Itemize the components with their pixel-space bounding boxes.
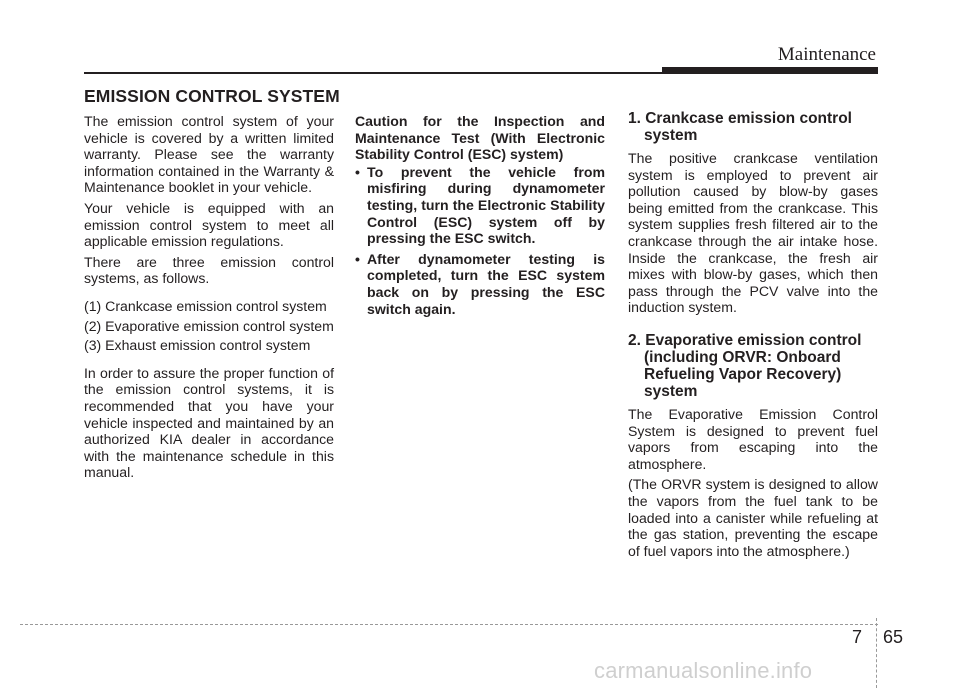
evaporative-heading: 2. Evaporative emission control (including ORVR: Onboard Refueling Vapor Recovery) system bbox=[628, 331, 862, 400]
caution-heading: Caution for the Inspection and Maintenance Test (With Electronic Stability Control (ESC) system) bbox=[355, 113, 605, 163]
footer-rule bbox=[20, 624, 878, 625]
equipment-paragraph: Your vehicle is equipped with an emission control system to meet all applicable emission regulations. bbox=[84, 199, 334, 250]
maintenance-paragraph: In order to assure the proper function of the emission control systems, it is recommended that you have your vehicle inspected and maintained by an authorized KIA dealer in accordance with the maintenance schedule in this manual. bbox=[84, 364, 334, 481]
list-item: • To prevent the vehicle from misfiring during dynamometer testing, turn the Electronic Stability Control (ESC) system off by pressing the ESC switch. bbox=[355, 163, 605, 247]
footer-divider bbox=[876, 618, 877, 688]
header-rule-thin bbox=[84, 72, 664, 74]
watermark: carmanualsonline.info bbox=[594, 658, 813, 683]
section-title: EMISSION CONTROL SYSTEM bbox=[84, 86, 340, 106]
page-chapter: 7 bbox=[852, 627, 863, 647]
list-item: (2) Evaporative emission control system bbox=[84, 317, 334, 334]
orvr-paragraph: (The ORVR system is designed to allow the vapors from the fuel tank to be loaded into a canister while refueling at the gas station, preventing the escape of fuel vapors into the atmosphere.) bbox=[628, 476, 878, 559]
bullet-icon: • bbox=[355, 163, 360, 180]
page-number: 65 bbox=[883, 627, 904, 647]
caution-list bbox=[355, 164, 605, 317]
intro-paragraph: The emission control system of your vehicle is covered by a written limited warranty. Please see the warranty information contained in the Warranty & Maintenance booklet in your vehicle. bbox=[84, 113, 334, 196]
column-middle bbox=[355, 113, 605, 321]
systems-paragraph: There are three emission control systems, as follows. bbox=[84, 253, 334, 287]
column-right bbox=[628, 110, 878, 563]
header-rule-thick bbox=[662, 67, 878, 74]
bullet-icon: • bbox=[355, 250, 360, 267]
evaporative-paragraph: The Evaporative Emission Control System is designed to prevent fuel vapors from escaping into the atmosphere. bbox=[628, 405, 878, 472]
column-left bbox=[84, 113, 334, 485]
list-item: (1) Crankcase emission control system bbox=[84, 297, 327, 314]
crankcase-heading: 1. Crankcase emission control system bbox=[628, 110, 852, 144]
header-title: Maintenance bbox=[777, 44, 876, 65]
list-item: (3) Exhaust emission control system bbox=[84, 337, 311, 354]
crankcase-paragraph: The positive crankcase ventilation system is employed to prevent air pollution caused by blow-by gases being emitted from the crankcase. This system supplies fresh filtered air to the crankcase through the air intake hose. Inside the crankcase, the fresh air mixes with blow-by gases, which then pass through the PCV valve into the induction system. bbox=[628, 150, 878, 316]
list-item: • After dynamometer testing is completed, turn the ESC system back on by pressing the ESC switch again. bbox=[355, 250, 605, 317]
